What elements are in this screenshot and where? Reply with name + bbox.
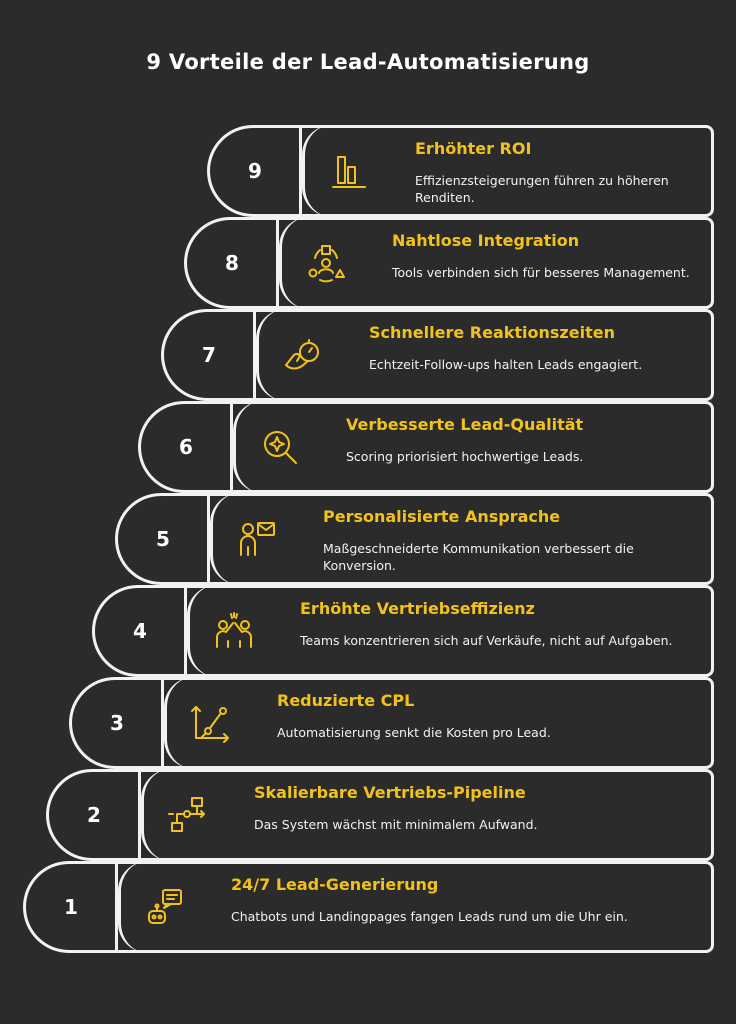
step-title: Verbesserte Lead-Qualität bbox=[346, 415, 584, 434]
step-description: Maßgeschneiderte Kommunikation verbessert die Konversion. bbox=[323, 541, 634, 573]
step-number: 4 bbox=[133, 619, 147, 643]
step-title: Skalierbare Vertriebs-Pipeline bbox=[254, 783, 526, 802]
step-description: Echtzeit-Follow-ups halten Leads engagiert. bbox=[369, 357, 643, 372]
step-icon-wrapper bbox=[118, 861, 208, 953]
step-item-8 bbox=[184, 217, 714, 309]
step-icon-wrapper bbox=[164, 677, 254, 769]
page-title: 9 Vorteile der Lead-Automatisierung bbox=[146, 50, 590, 74]
step-description: Tools verbinden sich für besseres Management. bbox=[392, 265, 690, 280]
step-title: Erhöhter ROI bbox=[415, 139, 532, 158]
step-icon-wrapper bbox=[279, 217, 369, 309]
step-number: 9 bbox=[248, 159, 262, 183]
step-icon-wrapper bbox=[233, 401, 323, 493]
person-mail-icon bbox=[237, 519, 277, 559]
step-item-2 bbox=[46, 769, 714, 861]
step-description: Chatbots und Landingpages fangen Leads rund um die Uhr ein. bbox=[231, 909, 628, 924]
step-item-7 bbox=[161, 309, 714, 401]
pipeline-flowchart-icon bbox=[168, 795, 208, 835]
step-number: 7 bbox=[202, 343, 216, 367]
step-icon-wrapper bbox=[141, 769, 231, 861]
step-description: Automatisierung senkt die Kosten pro Lead. bbox=[277, 725, 551, 740]
step-title: Erhöhte Vertriebseffizienz bbox=[300, 599, 535, 618]
step-number: 5 bbox=[156, 527, 170, 551]
step-icon-wrapper bbox=[256, 309, 346, 401]
step-number: 8 bbox=[225, 251, 239, 275]
step-item-6 bbox=[138, 401, 714, 493]
step-item-5 bbox=[115, 493, 714, 585]
step-title: Personalisierte Ansprache bbox=[323, 507, 561, 526]
step-title: Reduzierte CPL bbox=[277, 691, 415, 710]
step-item-1 bbox=[23, 861, 714, 953]
chatbot-icon bbox=[145, 887, 185, 927]
step-item-9 bbox=[207, 125, 714, 217]
step-icon-wrapper bbox=[302, 125, 392, 217]
step-number: 2 bbox=[87, 803, 101, 827]
step-number: 3 bbox=[110, 711, 124, 735]
bar-chart-icon bbox=[329, 151, 369, 191]
team-highfive-icon bbox=[214, 611, 254, 651]
magnifier-sparkle-icon bbox=[260, 427, 300, 467]
line-chart-icon bbox=[191, 703, 231, 743]
step-item-4 bbox=[92, 585, 714, 677]
step-number: 1 bbox=[64, 895, 78, 919]
step-description: Scoring priorisiert hochwertige Leads. bbox=[346, 449, 584, 464]
step-title: Nahtlose Integration bbox=[392, 231, 580, 250]
step-number: 6 bbox=[179, 435, 193, 459]
step-description: Das System wächst mit minimalem Aufwand. bbox=[254, 817, 538, 832]
step-icon-wrapper bbox=[187, 585, 277, 677]
network-integration-icon bbox=[306, 243, 346, 283]
step-item-3 bbox=[69, 677, 714, 769]
hand-stopwatch-icon bbox=[283, 335, 323, 375]
step-title: Schnellere Reaktionszeiten bbox=[369, 323, 615, 342]
step-description: Effizienzsteigerungen führen zu höheren Renditen. bbox=[415, 173, 669, 205]
step-title: 24/7 Lead-Generierung bbox=[231, 875, 439, 894]
step-icon-wrapper bbox=[210, 493, 300, 585]
step-description: Teams konzentrieren sich auf Verkäufe, nicht auf Aufgaben. bbox=[300, 633, 673, 648]
